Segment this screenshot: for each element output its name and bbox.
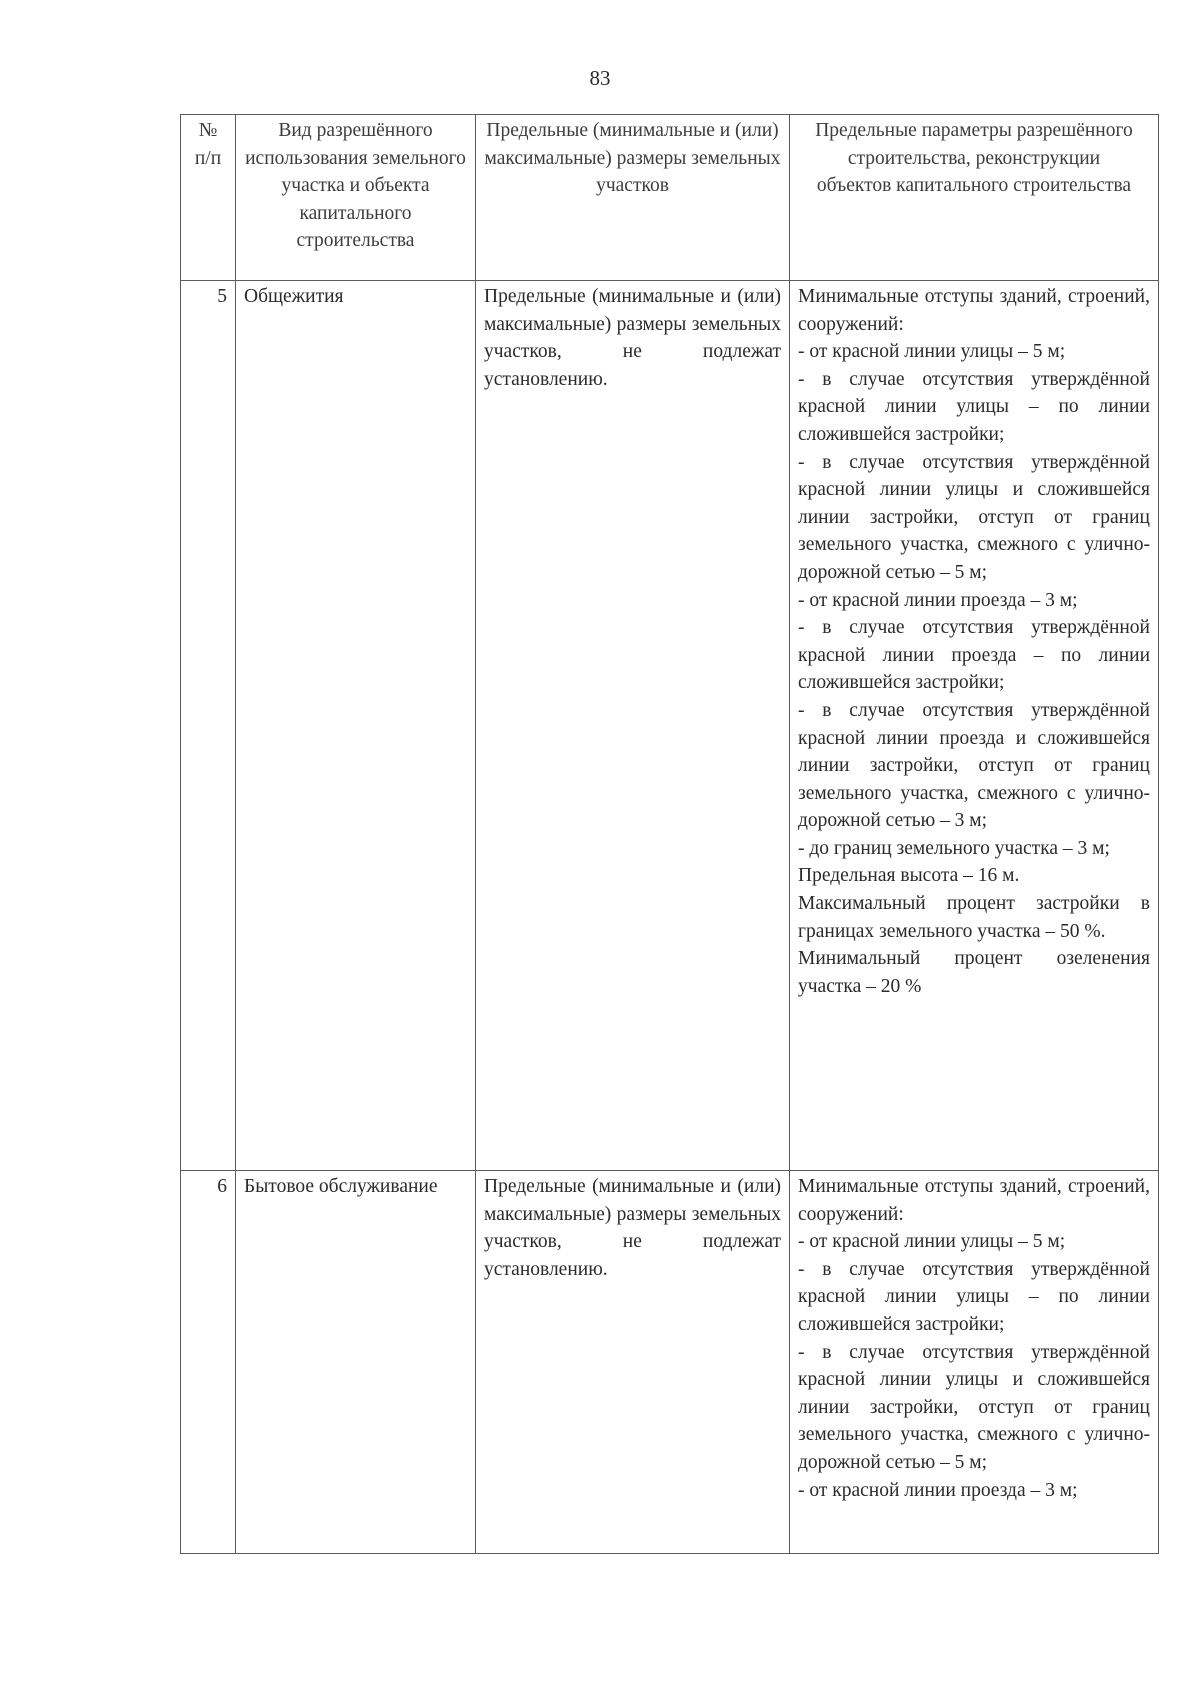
param-line: Минимальный процент озеленения участка – 20 %	[798, 948, 1150, 997]
param-line: - от красной линии улицы – 5 м;	[798, 341, 1066, 363]
param-line: - в случае отсутствия утверждённой красной линии улицы и сложившейся линии застройки, отступ от границ земельного участка, смежного с улично-дорожной сетью – 5 м;	[798, 451, 1150, 583]
row-number: 5	[181, 281, 236, 1171]
param-line: - в случае отсутствия утверждённой красной линии проезда и сложившейся линии застройки, отступ от границ земельного участка, смежного с улично-дорожной сетью – 3 м;	[798, 699, 1150, 832]
header-build-params: Предельные параметры разрешённого строительства, реконструкции объектов капитального строительства	[790, 115, 1159, 281]
param-line: Максимальный процент застройки в границах земельного участка – 50 %.	[798, 893, 1150, 942]
header-use-type: Вид разрешённого использования земельного участка и объекта капитального строительства	[236, 115, 476, 281]
table-row	[181, 1171, 1159, 1554]
page-number: 83	[589, 66, 611, 90]
row-use-type: Общежития	[236, 281, 476, 1171]
zoning-table	[180, 114, 1159, 1554]
param-line: - от красной линии проезда – 3 м;	[798, 1479, 1078, 1501]
param-line: - в случае отсутствия утверждённой красной линии улицы и сложившейся линии застройки, отступ от границ земельного участка, смежного с улично-дорожной сетью – 5 м;	[798, 1341, 1150, 1473]
row-build-params	[790, 281, 1159, 1171]
row-plot-size: Предельные (минимальные и (или) максимальные) размеры земельных участков, не подлежат установлению.	[476, 281, 790, 1171]
param-line: - от красной линии улицы – 5 м;	[798, 1231, 1066, 1253]
param-line: Минимальные отступы зданий, строений, сооружений:	[798, 286, 1150, 335]
table-row	[181, 281, 1159, 1171]
header-plot-size: Предельные (минимальные и (или) максимальные) размеры земельных участков	[476, 115, 790, 281]
header-number: № п/п	[181, 115, 236, 281]
param-line: - в случае отсутствия утверждённой красной линии улицы – по линии сложившейся застройки;	[798, 1258, 1150, 1335]
row-number: 6	[181, 1171, 236, 1554]
row-build-params	[790, 1171, 1159, 1554]
param-line: - в случае отсутствия утверждённой красной линии проезда – по линии сложившейся застройки;	[798, 617, 1150, 694]
param-line: Минимальные отступы зданий, строений, сооружений:	[798, 1176, 1150, 1225]
table-header-row	[181, 115, 1159, 281]
param-line: - в случае отсутствия утверждённой красной линии улицы – по линии сложившейся застройки;	[798, 368, 1150, 445]
param-line: Предельная высота – 16 м.	[798, 865, 1020, 887]
row-plot-size: Предельные (минимальные и (или) максимальные) размеры земельных участков, не подлежат установлению.	[476, 1171, 790, 1554]
param-line: - до границ земельного участка – 3 м;	[798, 837, 1110, 859]
param-line: - от красной линии проезда – 3 м;	[798, 589, 1078, 611]
row-use-type: Бытовое обслуживание	[236, 1171, 476, 1554]
